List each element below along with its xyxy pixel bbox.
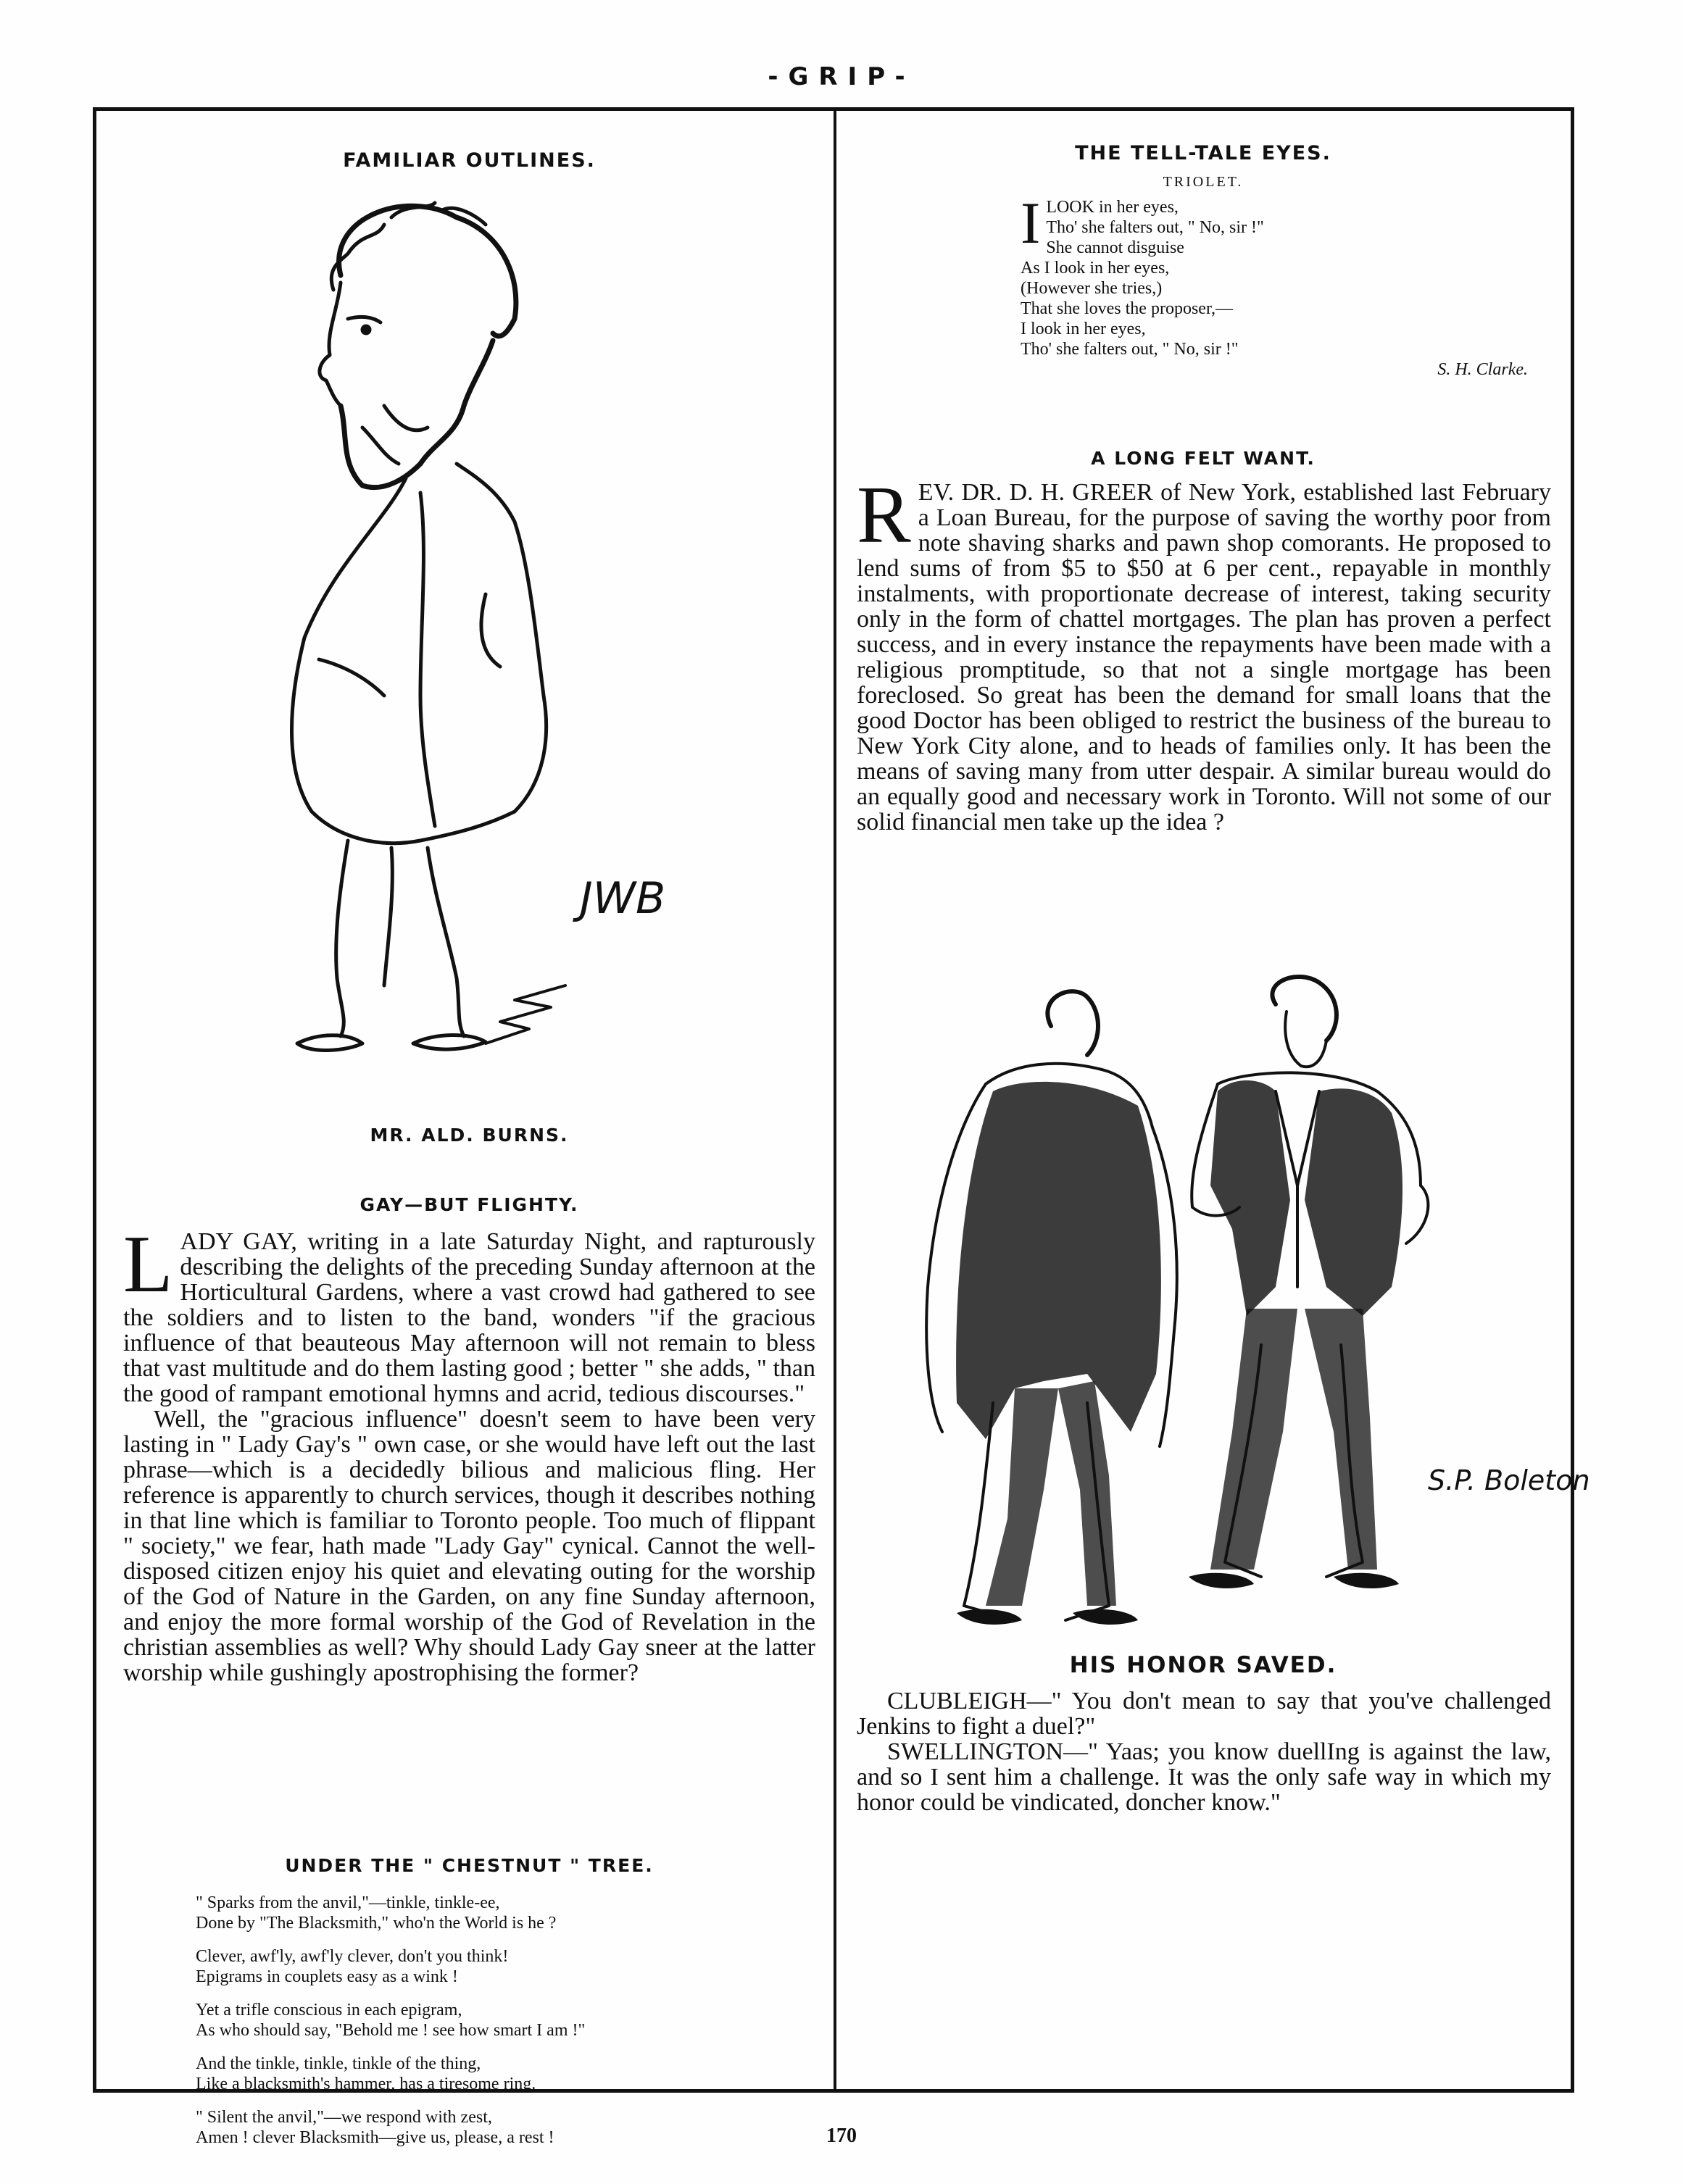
poem-line: (However she tries,)	[1021, 279, 1163, 298]
chestnut-tree-poem	[196, 1893, 805, 2161]
poem-line: She cannot disguise	[1046, 238, 1184, 257]
chestnut-tree-heading: UNDER THE " CHESTNUT " TREE.	[285, 1855, 654, 1876]
gay-but-flighty-article	[123, 1220, 815, 1686]
poem-stanza	[196, 2054, 805, 2094]
poem-line: " Sparks from the anvil,"—tinkle, tinkle-ee,	[196, 1893, 500, 1912]
poem-line: Done by "The Blacksmith," who'n the World is he ?	[196, 1914, 557, 1933]
illustration-signature: S.P. Boleton	[1428, 1464, 1590, 1496]
poem-line: Epigrams in couplets easy as a wink !	[196, 1967, 458, 1986]
poem-stanza	[196, 1946, 805, 1987]
poem-stanza	[196, 2000, 805, 2041]
left-column	[116, 107, 823, 2147]
speaker-swellington: SWELLINGTON	[887, 1738, 1063, 1765]
poem-line: As I look in her eyes,	[1021, 259, 1170, 278]
long-felt-dropcap: R	[857, 470, 911, 560]
poem-line: And the tinkle, tinkle, tinkle of the thing,	[196, 2054, 481, 2073]
gay-paragraph-1: ADY GAY, writing in a late Saturday Night, and rapturously describing the delights of the preceding Sunday afternoon at the Horticultural Gardens, where a vast crowd had gathered to see the soldiers and to listen to the band, wonders "if the gracious influence of that beauteous May afternoon will not remain to bless that vast multitude and do them lasting good ; better " she adds, " than the good of rampant emotional hymns and acrid, tedious discourses."	[123, 1228, 815, 1407]
duel-cartoon-drawing	[870, 968, 1590, 1635]
poem-line: Like a blacksmith's hammer, has a tiresome ring.	[196, 2075, 536, 2093]
long-felt-paragraph: EV. DR. D. H. GREER of New York, established last February a Loan Bureau, for the purpose of saving the worthy poor from note shaving sharks and pawn shop comorants. He proposed to lend sums of from $5 to $50 at 6 per cent., repayable in monthly instalments, with proportionate decrease of interest, taking security only in the form of chattel mortgages. The plan has proven a perfect success, and in every instance the repayments have been made with a religious promptitude, so that not a single mortgage has been foreclosed. So great has been the demand for small loans that the good Doctor has been obliged to restrict the business of the bureau to New York City alone, and to heads of families only. It has been the means of saving many from utter despair. A similar bureau would do an equally good and necessary work in Toronto. Will not some of our solid financial men take up the idea ?	[857, 479, 1551, 835]
cartoon-signature: JWB	[580, 873, 666, 924]
poem-line: Tho' she falters out, " No, sir !"	[1021, 340, 1239, 359]
poem-line: Clever, awf'ly, awf'ly clever, don't you think!	[196, 1947, 509, 1966]
gay-paragraph-2: Well, the "gracious influence" doesn't seem to have been very lasting in " Lady Gay's " own case, or she would have left out the last phrase—which is a decidedly bilious and malicious fling. Her reference is apparently to church services, though it describes nothing in that line which is familiar to Toronto people. Too much of flippant " society," we fear, hath made "Lady Gay" cynical. Cannot the well-disposed citizen enjoy his quiet and elevating outing for the worship of the God of Nature in the Garden, on any fine Sunday afternoon, and enjoy the more formal worship of the God of Revelation in the christian assemblies as well? Why should Lady Gay sneer at the latter worship while gushingly apostrophising the former?	[123, 1406, 815, 1686]
his-honor-saved-dialogue	[857, 1688, 1551, 1815]
poem-stanza	[196, 1893, 805, 1933]
poem-line: Amen ! clever Blacksmith—give us, please, a rest !	[196, 2128, 554, 2147]
speaker-clubleigh: CLUBLEIGH	[887, 1688, 1027, 1714]
poem-line: " Silent the anvil,"—we respond with zest,	[196, 2108, 492, 2127]
poem-line: As who should say, "Behold me ! see how smart I am !"	[196, 2021, 586, 2040]
poem-line: LOOK in her eyes,	[1046, 198, 1179, 217]
tell-tale-eyes-poem	[1021, 190, 1528, 380]
swellington-line: —" Yaas; you know duellIng is against the law, and so I sent him a challenge. It was the only safe way in which my honor could be vindicated, doncher know."	[857, 1738, 1551, 1816]
cartoon-caption: MR. ALD. BURNS.	[370, 1125, 569, 1146]
triolet-dropcap: I	[1021, 190, 1041, 256]
masthead: -GRIP-	[768, 62, 915, 91]
long-felt-want-article	[857, 470, 1551, 835]
two-gentlemen-illustration	[870, 968, 1590, 1635]
poem-line: Yet a trifle conscious in each epigram,	[196, 2001, 462, 2020]
triolet-subheading: TRIOLET.	[1163, 174, 1244, 190]
caricature-illustration	[239, 188, 703, 1087]
alderman-burns-cartoon	[239, 188, 703, 1087]
poem-line: Tho' she falters out, " No, sir !"	[1046, 218, 1264, 237]
tell-tale-eyes-heading: THE TELL-TALE EYES.	[1075, 142, 1331, 164]
page-number: 170	[826, 2125, 857, 2147]
poem-line: I look in her eyes,	[1021, 320, 1146, 338]
clubleigh-line: —" You don't mean to say that you've challenged Jenkins to fight a duel?"	[857, 1688, 1551, 1740]
his-honor-saved-heading: HIS HONOR SAVED.	[1069, 1652, 1337, 1678]
column-divider	[834, 107, 836, 2093]
long-felt-want-heading: A LONG FELT WANT.	[1091, 448, 1316, 469]
gay-but-flighty-heading: GAY—BUT FLIGHTY.	[360, 1194, 579, 1215]
poem-line: That she loves the proposer,—	[1021, 299, 1233, 318]
right-column	[848, 107, 1590, 2093]
familiar-outlines-heading: FAMILIAR OUTLINES.	[343, 149, 596, 172]
poem-attribution: S. H. Clarke.	[1437, 360, 1528, 379]
gay-dropcap: L	[123, 1220, 173, 1309]
